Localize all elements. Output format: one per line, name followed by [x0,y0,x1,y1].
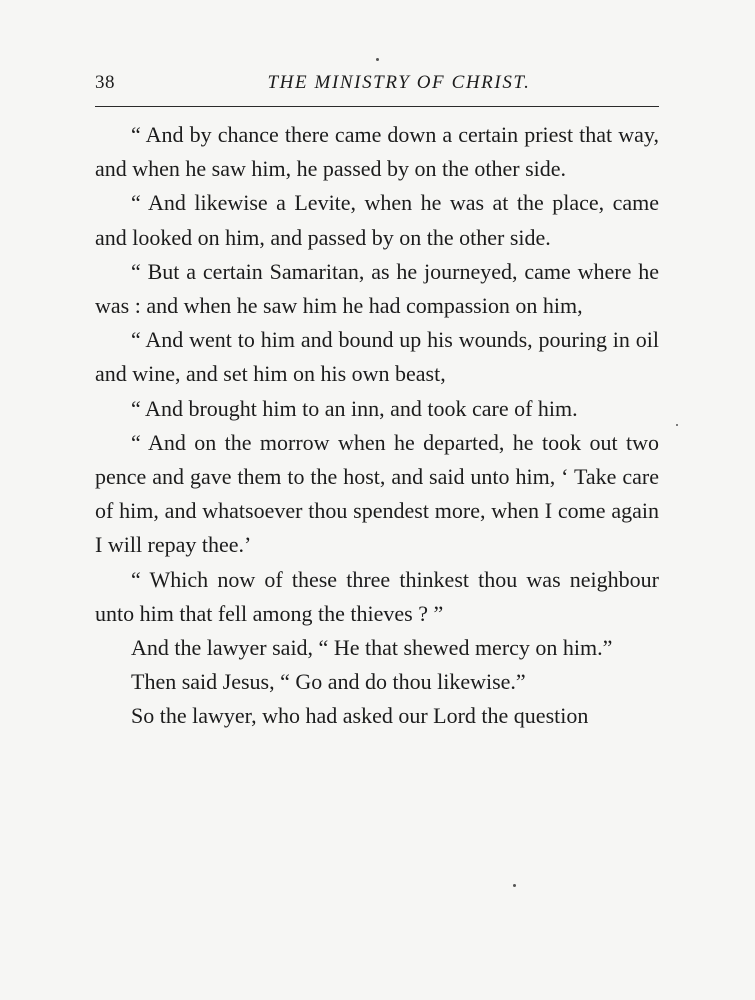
paragraph: And the lawyer said, “ He that shewed mercy on him.” [131,635,613,661]
page-number: 38 [95,72,115,93]
paragraph: “ And by chance there came down a certain priest that way, and when he saw him, he passed by on the other side. [95,122,659,182]
paragraph: “ But a certain Samaritan, as he journeyed, came where he was : and when he saw him he had compassion on him, [95,258,659,319]
paragraph: “ And on the morrow when he departed, he took out two pence and gave them to the host, and said unto him, ‘ Take care of him, and whatsoever thou spendest more, when I come again I will repay thee.’ [95,429,659,558]
paper-speck [376,58,379,61]
running-title: THE MINISTRY OF CHRIST. [267,72,531,93]
paragraph: “ And brought him to an inn, and took care of him. [131,395,578,421]
paragraph: “ And went to him and bound up his wounds, pouring in oil and wine, and set him on his own beast, [95,327,659,387]
paper-speck [513,884,516,887]
header-rule [95,106,659,107]
paragraph: “ And likewise a Levite, when he was at the place, came and looked on him, and passed by on the other side. [95,190,659,250]
paragraph: “ Which now of these three thinkest thou was neighbour unto him that fell among the thieves ? ” [95,566,659,626]
paragraph: So the lawyer, who had asked our Lord the question [131,703,589,729]
running-head [95,72,659,102]
paper-speck [676,424,678,426]
body-text [95,118,659,734]
paragraph: Then said Jesus, “ Go and do thou likewise.” [131,669,526,695]
